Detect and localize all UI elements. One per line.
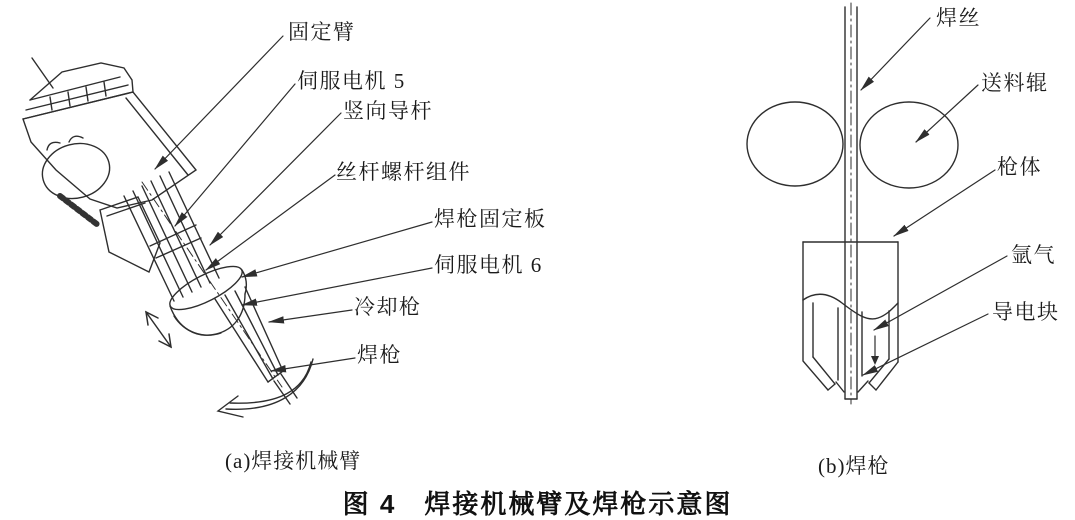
gas-flow-arrow-icon [871,336,879,365]
label-gun-body: 枪体 [997,155,1042,179]
label-cooling-gun: 冷却枪 [354,295,422,319]
leader-cooling-gun [269,310,352,322]
label-welding-gun: 焊枪 [357,343,402,367]
housing-ear-right [69,136,83,142]
leader-gun-body [894,170,995,236]
label-feed-roller: 送料辊 [981,71,1049,95]
rotation-curved-arrow-icon [218,359,313,417]
label-welding-wire: 焊丝 [936,6,981,30]
feed-roller-right [860,102,958,188]
feed-rollers [747,102,958,188]
label-vertical-guide-rod: 竖向导杆 [343,99,433,123]
panel-b-caption: (b)焊枪 [818,454,890,478]
label-gun-fixing-plate: 焊枪固定板 [434,207,547,231]
center-axis-line [142,182,282,387]
label-argon-gas: 氩气 [1011,243,1056,267]
leader-welding-wire [861,18,930,90]
motion-double-arrow-icon [146,312,171,347]
label-servo-motor-5: 伺服电机 5 [297,69,406,93]
leader-conductive-block [863,314,988,375]
panel-a-caption: (a)焊接机械臂 [225,449,362,473]
leader-argon-gas [874,256,1007,330]
leader-fixed-arm [155,36,283,169]
gun-drawing [747,3,1007,404]
leader-gun-fixing-plate [242,222,432,277]
figure-caption: 图 4 焊接机械臂及焊枪示意图 [342,489,733,519]
label-fixed-arm: 固定臂 [288,20,356,44]
feed-roller-left [747,102,843,186]
label-conductive-block: 导电块 [992,300,1060,324]
label-screw-rod-assembly: 丝杆螺杆组件 [336,160,471,184]
leader-feed-roller [916,85,978,142]
leader-vertical-guide-rod [210,113,341,245]
welding-wire [845,3,857,404]
label-servo-motor-6: 伺服电机 6 [434,253,543,277]
leader-servo-motor-5 [175,84,295,226]
arm-housing [23,58,196,225]
arm-rails [100,172,282,387]
gun-cone [215,287,297,404]
